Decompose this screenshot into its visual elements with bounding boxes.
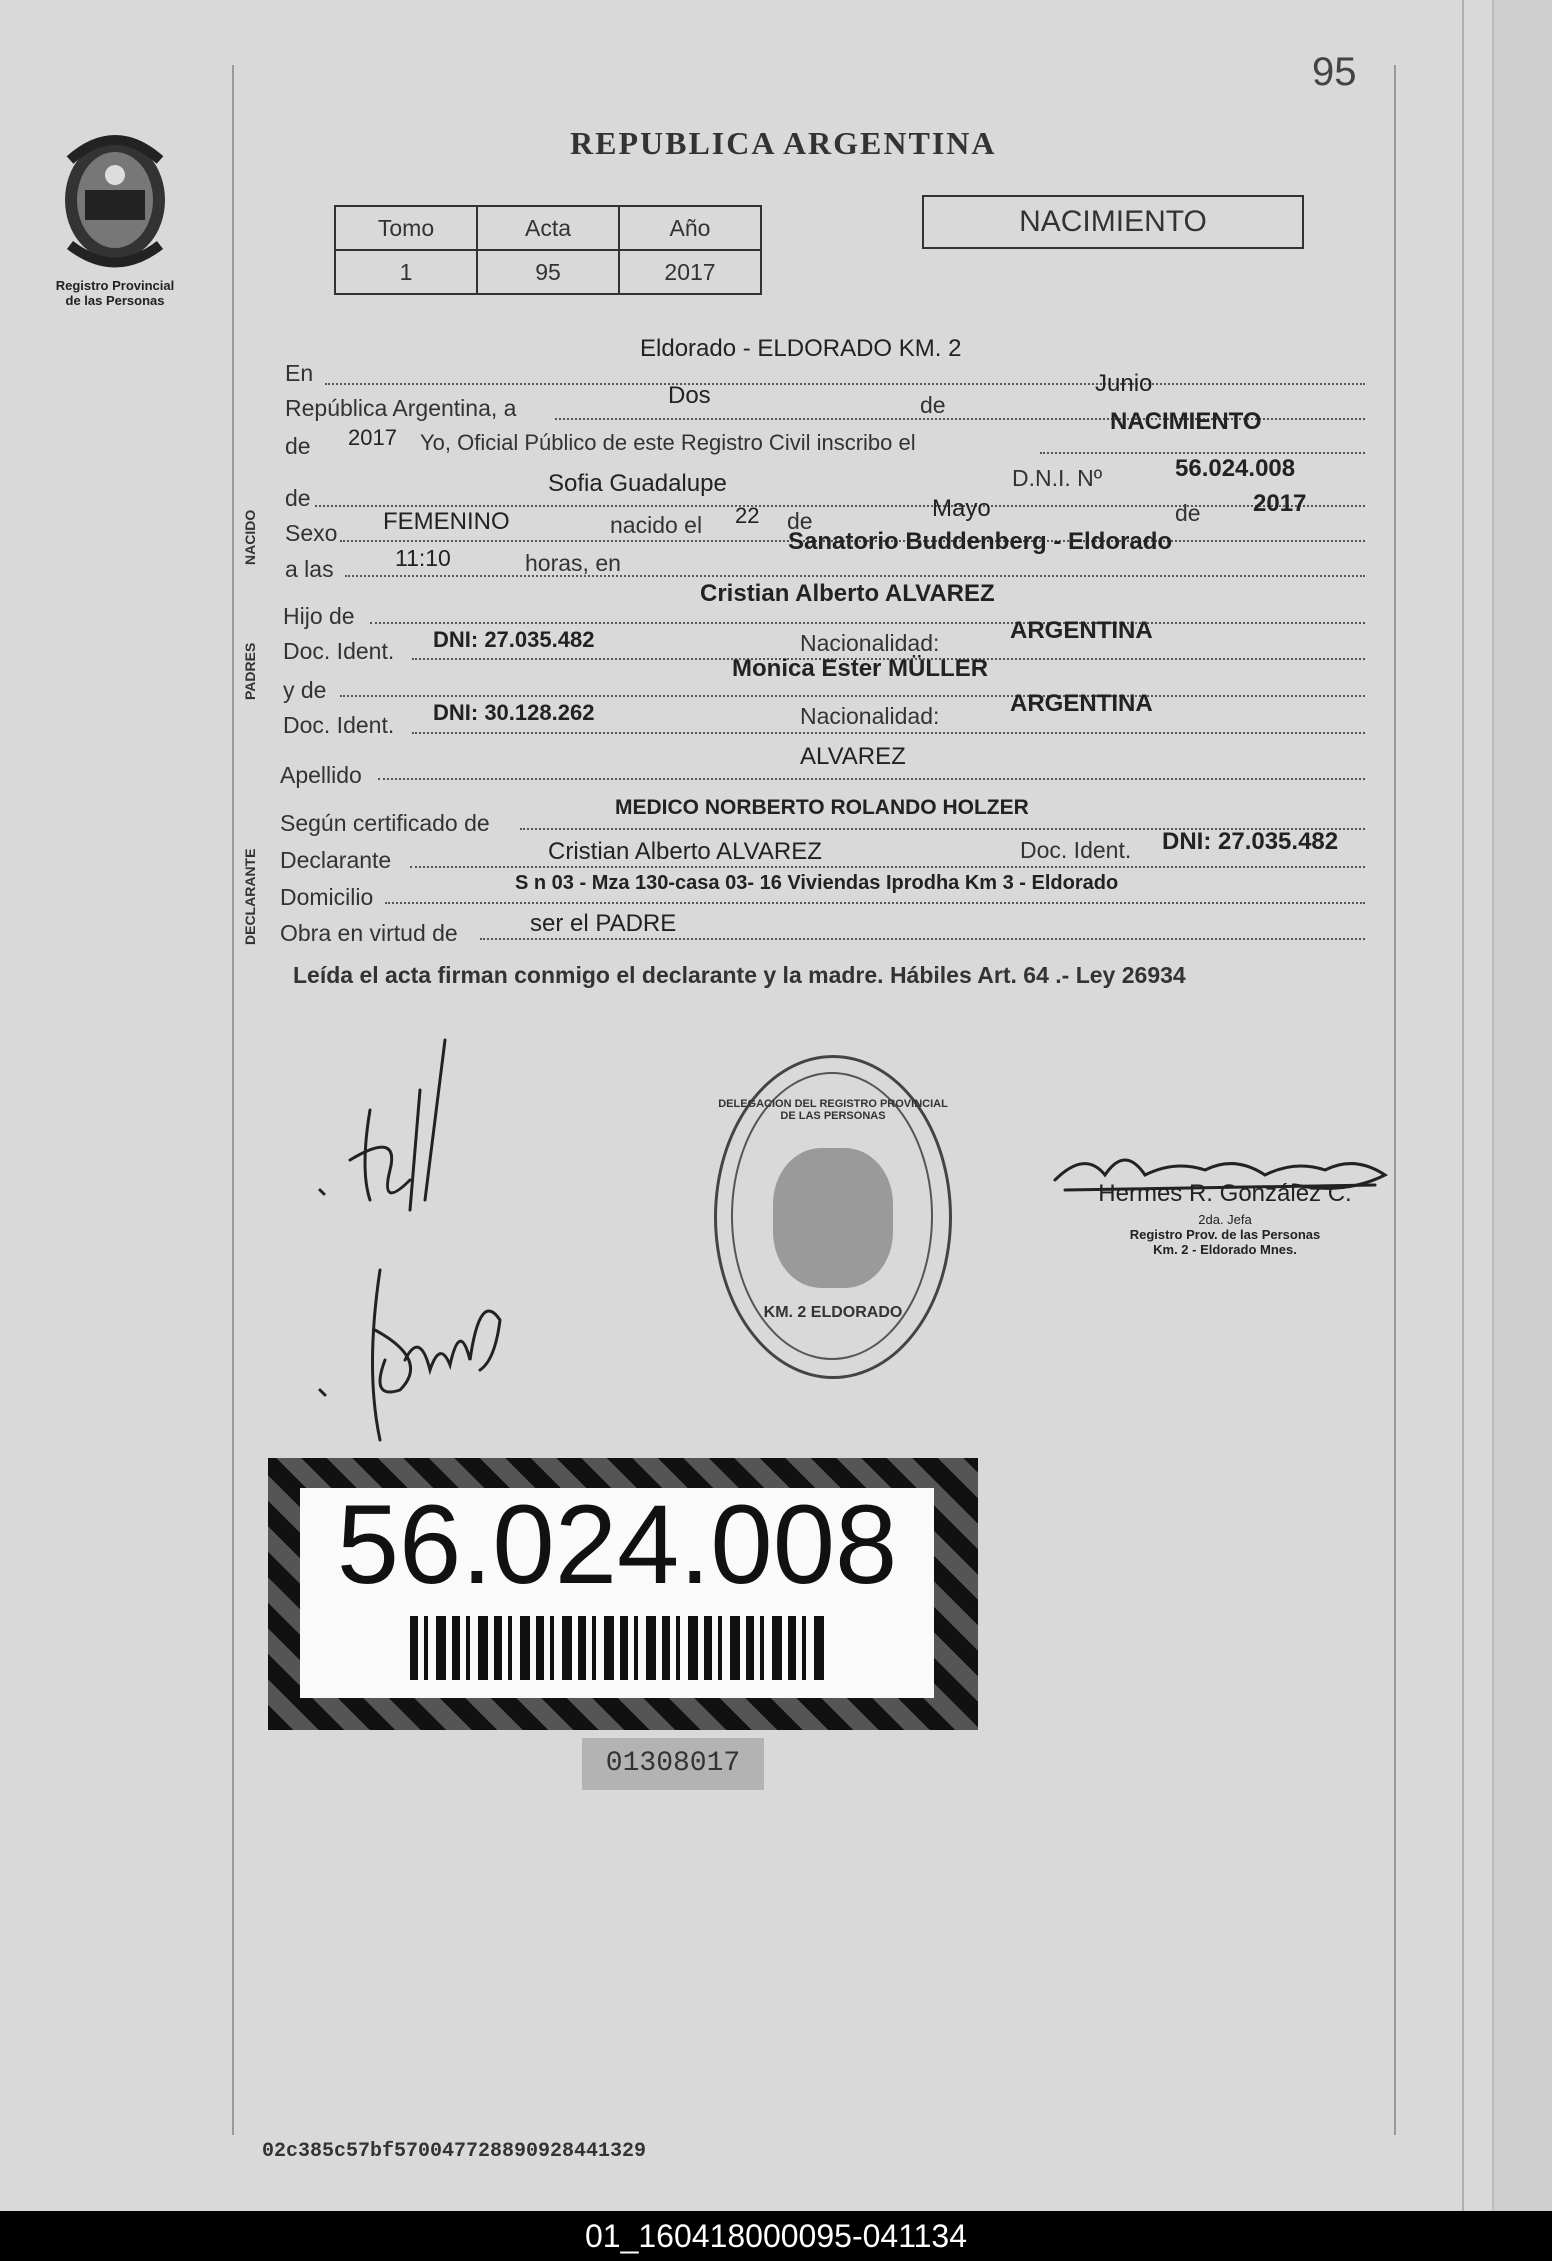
official-office: Registro Prov. de las Personas xyxy=(1129,1227,1321,1242)
day-value: Dos xyxy=(668,382,711,409)
seal-inner-text: KM. 2 ELDORADO xyxy=(763,1304,903,1321)
seal-emblem-icon xyxy=(773,1148,893,1288)
right-margin-line xyxy=(1394,65,1396,2135)
side-label-nacido: NACIDO xyxy=(242,509,258,565)
dotted-line xyxy=(340,695,1365,697)
dotted-line xyxy=(412,732,1365,734)
registry-logo xyxy=(40,120,190,320)
label-horas: horas, en xyxy=(525,550,621,576)
label-nacionalidad: Nacionalidad: xyxy=(800,703,940,729)
declarante-value: Cristian Alberto ALVAREZ xyxy=(548,838,822,865)
official-stamp xyxy=(1030,1180,1420,1257)
signature-madre xyxy=(310,1250,530,1450)
declarante-doc-value: DNI: 27.035.482 xyxy=(1162,828,1339,855)
table-cell: 95 xyxy=(477,250,619,294)
barcode-bars-icon xyxy=(410,1616,830,1680)
label-y-de: y de xyxy=(283,677,327,703)
label-nacionalidad: Nacionalidad: xyxy=(800,630,940,656)
birth-month-value: Mayo xyxy=(932,495,991,522)
page-edge xyxy=(1492,0,1552,2211)
month-value: Junio xyxy=(1095,370,1153,397)
document-title: REPUBLICA ARGENTINA xyxy=(570,125,997,161)
label-en: En xyxy=(285,360,314,386)
label-dni: D.N.I. Nº xyxy=(1012,465,1103,491)
dotted-line xyxy=(315,505,1365,507)
obra-value: ser el PADRE xyxy=(530,910,677,937)
label-declarante: Declarante xyxy=(280,847,392,873)
birth-time-value: 11:10 xyxy=(395,545,451,571)
side-label-padres: PADRES xyxy=(242,642,258,700)
label-de-child: de xyxy=(285,485,311,511)
closing-statement: Leída el acta firman conmigo el declarante y la madre. Hábiles Art. 64 .- Ley 26934 xyxy=(293,962,1186,988)
father-name-value: Cristian Alberto ALVAREZ xyxy=(700,580,995,607)
child-name-value: Sofia Guadalupe xyxy=(548,470,727,497)
left-margin-line xyxy=(232,65,234,2135)
birth-place-value: Sanatorio Buddenberg - Eldorado xyxy=(788,528,1173,555)
birth-day-value: 22 xyxy=(735,503,760,528)
label-de-year: de xyxy=(285,433,311,459)
table-cell: 2017 xyxy=(619,250,761,294)
year-value: 2017 xyxy=(348,425,397,450)
place-value: Eldorado - ELDORADO KM. 2 xyxy=(640,335,962,362)
label-sexo: Sexo xyxy=(285,520,338,546)
label-obra: Obra en virtud de xyxy=(280,920,458,946)
father-doc-value: DNI: 27.035.482 xyxy=(433,627,595,652)
record-type-box: NACIMIENTO xyxy=(922,195,1304,249)
domicilio-value: S n 03 - Mza 130-casa 03- 16 Viviendas Iprodha Km 3 - Eldorado xyxy=(515,872,1119,894)
label-de-birth: de xyxy=(787,508,813,534)
table-header: Acta xyxy=(477,206,619,250)
inscribo-text: Yo, Oficial Público de este Registro Civil inscribo el xyxy=(420,430,916,455)
label-hijo: Hijo de xyxy=(283,603,355,629)
label-doc-ident: Doc. Ident. xyxy=(283,638,395,664)
record-table xyxy=(334,205,762,295)
dotted-line xyxy=(1040,452,1365,454)
label-apellido: Apellido xyxy=(280,762,362,788)
page-fold-line xyxy=(1462,0,1464,2211)
logo-caption-line1: Registro Provincial xyxy=(55,278,175,293)
table-header: Año xyxy=(619,206,761,250)
official-name: Hermes R. González C. xyxy=(1098,1180,1352,1207)
dotted-line xyxy=(325,383,1365,385)
barcode-sticker xyxy=(268,1458,978,1730)
label-domicilio: Domicilio xyxy=(280,884,374,910)
label-a-las: a las xyxy=(285,556,334,582)
dotted-line xyxy=(480,938,1365,940)
page-number: 95 xyxy=(1312,50,1357,94)
sexo-value: FEMENINO xyxy=(383,508,510,535)
hash-code: 02c385c57bf5700477288909284413​29 xyxy=(262,2140,647,2163)
barcode-number: 56.024.008 xyxy=(336,1482,898,1607)
registry-seal xyxy=(714,1055,952,1379)
dotted-line xyxy=(370,622,1365,624)
side-label-declarante: DECLARANTE xyxy=(242,848,258,945)
birth-year-value: 2017 xyxy=(1253,490,1307,517)
certificado-value: MEDICO NORBERTO ROLANDO HOLZER xyxy=(615,796,1029,819)
seal-ring-text: DELEGACION DEL REGISTRO PROVINCIAL DE LAS PERSONAS xyxy=(718,1098,948,1122)
label-de: de xyxy=(920,392,946,418)
label-segun: Según certificado de xyxy=(280,810,490,836)
inscribo-value: NACIMIENTO xyxy=(1110,408,1262,435)
coat-of-arms-icon xyxy=(40,120,190,280)
table-cell: 1 xyxy=(335,250,477,294)
apellido-value: ALVAREZ xyxy=(800,743,906,770)
official-role: 2da. Jefa xyxy=(1198,1212,1252,1227)
father-nat-value: ARGENTINA xyxy=(1010,617,1153,644)
official-location: Km. 2 - Eldorado Mnes. xyxy=(1153,1242,1297,1257)
label-nacido: nacido el xyxy=(610,512,703,538)
child-dni-value: 56.024.008 xyxy=(1175,455,1296,482)
control-number: 01308017 xyxy=(582,1738,764,1790)
footer-filename: 01_160418000095-041134 xyxy=(0,2211,1552,2261)
dotted-line xyxy=(378,778,1365,780)
dotted-line xyxy=(345,575,1365,577)
label-doc-ident: Doc. Ident. xyxy=(283,712,395,738)
logo-caption-line2: de las Personas xyxy=(65,293,165,308)
label-republica: República Argentina, a xyxy=(285,395,517,421)
table-header: Tomo xyxy=(335,206,477,250)
mother-nat-value: ARGENTINA xyxy=(1010,690,1153,717)
mother-name-value: Monica Ester MÜLLER xyxy=(732,655,989,682)
label-de-birth-year: de xyxy=(1175,500,1201,526)
dotted-line xyxy=(410,866,1365,868)
signature-declarante xyxy=(310,1030,510,1230)
dotted-line xyxy=(385,902,1365,904)
label-doc-ident: Doc. Ident. xyxy=(1020,837,1132,863)
mother-doc-value: DNI: 30.128.262 xyxy=(433,700,595,725)
